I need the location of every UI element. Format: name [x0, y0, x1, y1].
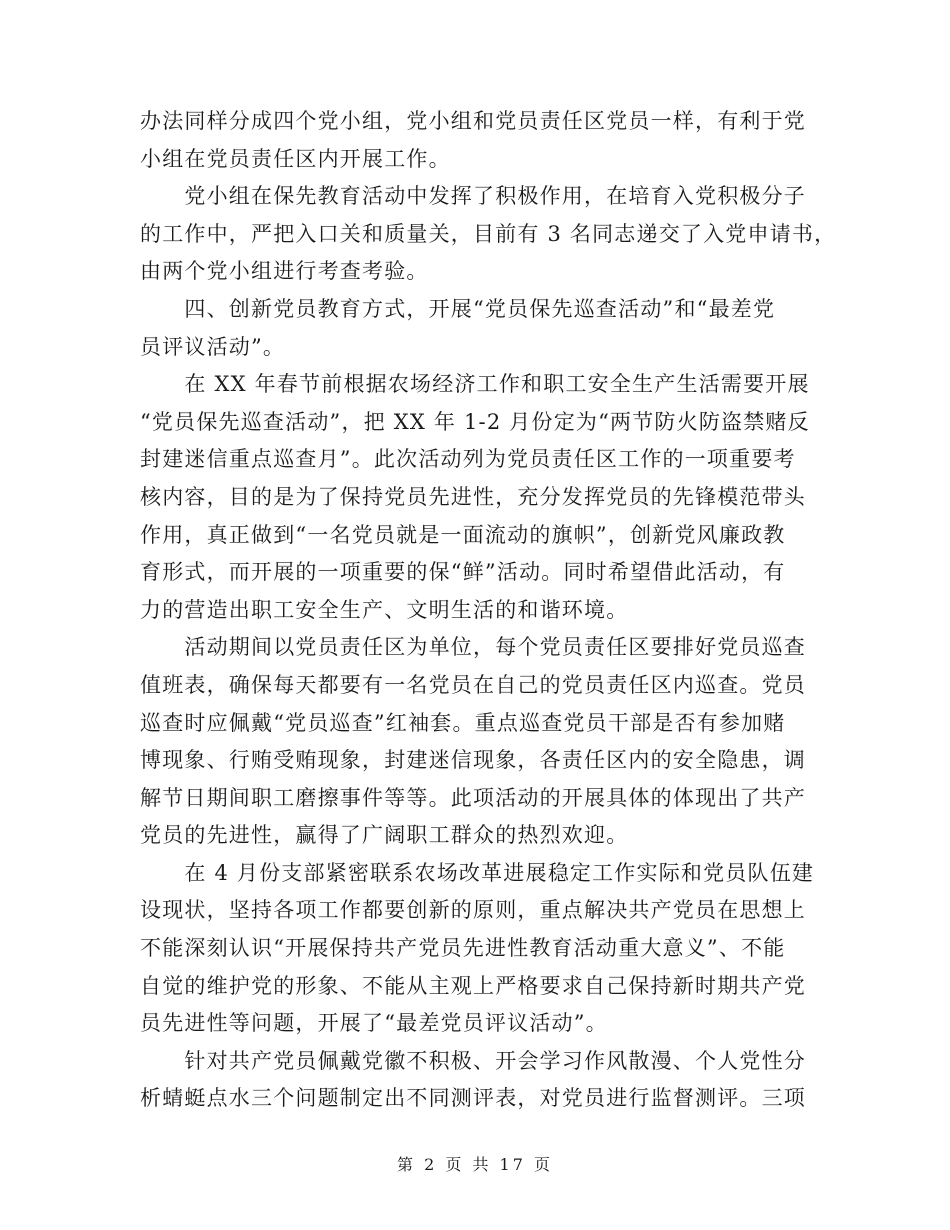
text-line: 力的营造出职工安全生产、文明生活的和谐环境。 [140, 597, 629, 622]
text-line: 巡查时应佩戴“党员巡查”红袖套。重点巡查党员干部是否有参加赌 [140, 710, 786, 735]
paragraph-5 [140, 629, 806, 855]
paragraph-3 [140, 291, 800, 366]
text-line: “党员保先巡查活动”，把 XX 年 1-2 月份定为“两节防火防盗禁赌反 [140, 409, 810, 434]
text-line: 在 XX 年春节前根据农场经济工作和职工安全生产生活需要开展 [140, 372, 810, 397]
paragraph-2 [140, 178, 837, 291]
text-line: 党员的先进性，赢得了广阔职工群众的热烈欢迎。 [140, 823, 629, 848]
text-line: 设现状，坚持各项工作都要创新的原则，重点解决共产党员在思想上 [140, 898, 806, 923]
document-body [140, 103, 837, 1118]
text-line: 四、创新党员教育方式，开展“党员保先巡查活动”和“最差党 [140, 296, 776, 321]
text-line: 由两个党小组进行考查考验。 [140, 259, 429, 284]
text-line: 办法同样分成四个党小组，党小组和党员责任区党员一样，有利于党 [140, 109, 806, 133]
text-line: 不能深刻认识“开展保持共产党员先进性教育活动重大意义”、不能 [140, 936, 786, 961]
text-line: 的工作中，严把入口关和质量关，目前有 3 名同志递交了入党申请书， [140, 221, 837, 246]
text-line: 员先进性等问题，开展了“最差党员评议活动”。 [140, 1011, 608, 1036]
text-line: 封建迷信重点巡查月”。此次活动列为党员责任区工作的一项重要考 [140, 447, 796, 472]
text-line: 博现象、行贿受贿现象，封建迷信现象，各责任区内的安全隐患，调 [140, 748, 806, 773]
paragraph-7 [140, 1043, 806, 1118]
text-line: 作用，真正做到“一名党员就是一面流动的旗帜”，创新党风廉政教 [140, 522, 786, 547]
text-line: 值班表，确保每天都要有一名党员在自己的党员责任区内巡查。党员 [140, 672, 806, 697]
text-line: 员评议活动”。 [140, 334, 286, 359]
text-line: 自觉的维护党的形象、不能从主观上严格要求自己保持新时期共产党 [140, 973, 806, 998]
text-line: 在 4 月份支部紧密联系农场改革进展稳定工作实际和党员队伍建 [140, 860, 815, 885]
paragraph-6 [140, 855, 815, 1043]
paragraph-4 [140, 366, 810, 629]
text-line: 核内容，目的是为了保持党员先进性，充分发挥党员的先锋模范带头 [140, 484, 806, 509]
paragraph-1 [140, 103, 806, 178]
text-line: 活动期间以党员责任区为单位，每个党员责任区要排好党员巡查 [140, 635, 806, 660]
page-number-footer: 第 2 页 共 17 页 [397, 1155, 553, 1174]
text-line: 解节日期间职工磨擦事件等等。此项活动的开展具体的体现出了共产 [140, 785, 806, 810]
text-line: 小组在党员责任区内开展工作。 [140, 146, 451, 171]
text-line: 育形式，而开展的一项重要的保“鲜”活动。同时希望借此活动，有 [140, 560, 786, 585]
text-line: 党小组在保先教育活动中发挥了积极作用，在培育入党积极分子 [140, 184, 806, 209]
text-line: 析蜻蜓点水三个问题制定出不同测评表，对党员进行监督测评。三项 [140, 1086, 806, 1111]
text-line: 针对共产党员佩戴党徽不积极、开会学习作风散漫、个人党性分 [140, 1048, 806, 1073]
